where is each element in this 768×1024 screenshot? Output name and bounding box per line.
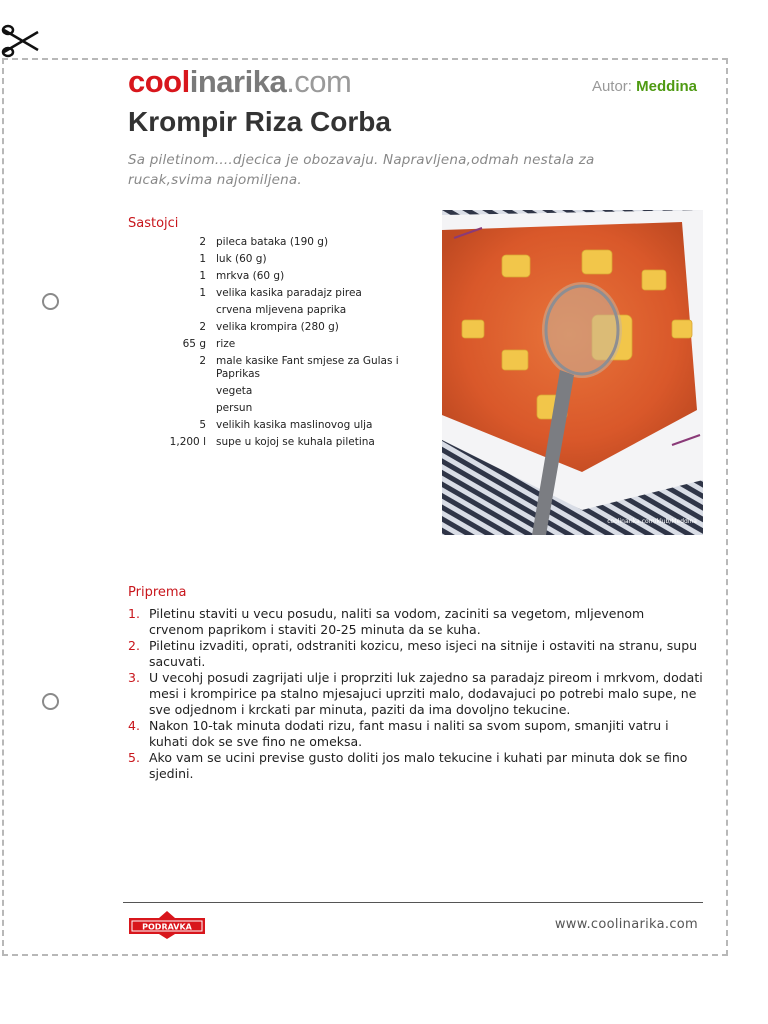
ingredient-desc: luk (60 g)	[216, 253, 267, 265]
ingredient-desc: velika kasika paradajz pirea	[216, 287, 362, 299]
punch-hole-bottom	[42, 693, 59, 710]
recipe-photo	[442, 210, 703, 535]
author-line	[592, 78, 697, 95]
step-text: Piletinu staviti u vecu posudu, naliti sa vodom, zaciniti sa vegetom, mljevenom crvenom paprikom i staviti 20-25 minuta da se kuha.	[149, 606, 645, 637]
ingredient-desc: velikih kasika maslinovog ulja	[216, 419, 373, 431]
ingredient-qty: 65 g	[182, 338, 206, 350]
step-text: Nakon 10-tak minuta dodati rizu, fant masu i naliti sa svom supom, smanjiti vatru i kuhati dok se sve fino ne omeksa.	[149, 718, 669, 749]
preparation-step	[128, 606, 703, 638]
ingredient-row	[128, 287, 418, 300]
ingredient-qty: 2	[199, 236, 206, 248]
step-number: 4.	[128, 718, 140, 733]
recipe-title: Krompir Riza Corba	[128, 106, 391, 137]
ingredient-desc: rize	[216, 338, 236, 350]
ingredient-row	[128, 402, 418, 415]
ingredient-desc: crvena mljevena paprika	[216, 304, 347, 316]
ingredient-row	[128, 355, 418, 381]
preparation-step	[128, 750, 703, 782]
preparation-step	[128, 638, 703, 670]
step-text: U vecohj posudi zagrijati ulje i proprziti luk zajedno sa paradajz pireom i mrkvom, dodati mesi i krompirice pa stalno mjesajuci uprziti malo, dodavajuci po potrebi malo supe, ne sve odjednom i krckati par minuta, paziti da ima dovoljno tekucine.	[149, 670, 703, 717]
photo-caption: coolinarika.com/klub/Meddina	[607, 518, 697, 525]
ingredient-row	[128, 321, 418, 334]
ingredient-qty: 2	[199, 321, 206, 333]
step-number: 3.	[128, 670, 140, 685]
ingredient-desc: supe u kojoj se kuhala piletina	[216, 436, 375, 448]
recipe-description: Sa piletinom....djecica je obozavaju. Napravljena,odmah nestala za rucak,svima najomiljena.	[128, 152, 595, 188]
ingredients-heading: Sastojci	[128, 216, 179, 231]
ingredient-qty: 1	[199, 270, 206, 282]
ingredient-qty: 1,200 l	[169, 436, 206, 448]
footer-divider	[123, 902, 703, 903]
ingredient-desc: vegeta	[216, 385, 253, 397]
preparation-steps	[128, 606, 703, 782]
author-name[interactable]: Meddina	[636, 78, 697, 95]
ingredient-qty	[128, 304, 216, 317]
step-number: 1.	[128, 606, 140, 621]
podravka-logo	[127, 910, 207, 940]
ingredient-row	[128, 338, 418, 351]
preparation-heading: Priprema	[128, 585, 187, 600]
ingredient-row	[128, 253, 418, 266]
ingredient-desc: persun	[216, 402, 253, 414]
podravka-wordmark: PODRAVKA	[142, 922, 192, 932]
footer-website[interactable]: www.coolinarika.com	[554, 917, 698, 932]
ingredient-qty: 1	[199, 253, 206, 265]
ingredient-row	[128, 436, 418, 449]
ingredient-qty: 5	[199, 419, 206, 431]
ingredient-qty	[128, 385, 216, 398]
ingredient-desc: mrkva (60 g)	[216, 270, 285, 282]
ingredient-desc: velika krompira (280 g)	[216, 321, 339, 333]
ingredient-desc: pileca bataka (190 g)	[216, 236, 329, 248]
ingredient-row	[128, 419, 418, 432]
coolinarika-logo: coolinarika.com	[128, 64, 352, 99]
step-text: Piletinu izvaditi, oprati, odstraniti kozicu, meso isjeci na sitnije i ostaviti na stranu, supu sacuvati.	[149, 638, 698, 669]
ingredients-list	[128, 236, 418, 453]
ingredient-qty: 2	[199, 355, 206, 367]
punch-hole-top	[42, 293, 59, 310]
preparation-step	[128, 718, 703, 750]
step-number: 2.	[128, 638, 140, 653]
preparation-step	[128, 670, 703, 718]
scissors-icon	[0, 22, 44, 62]
ingredient-qty	[128, 402, 216, 415]
author-label: Autor:	[591, 78, 632, 95]
ingredient-row	[128, 270, 418, 283]
ingredient-desc: male kasike Fant smjese za Gulas i Paprikas	[216, 355, 399, 380]
ingredient-row	[128, 236, 418, 249]
step-text: Ako vam se ucini previse gusto doliti jos malo tekucine i kuhati par minuta dok se fino sjedini.	[149, 750, 688, 781]
ingredient-row	[128, 304, 418, 317]
ingredient-row	[128, 385, 418, 398]
ingredient-qty: 1	[199, 287, 206, 299]
step-number: 5.	[128, 750, 140, 765]
